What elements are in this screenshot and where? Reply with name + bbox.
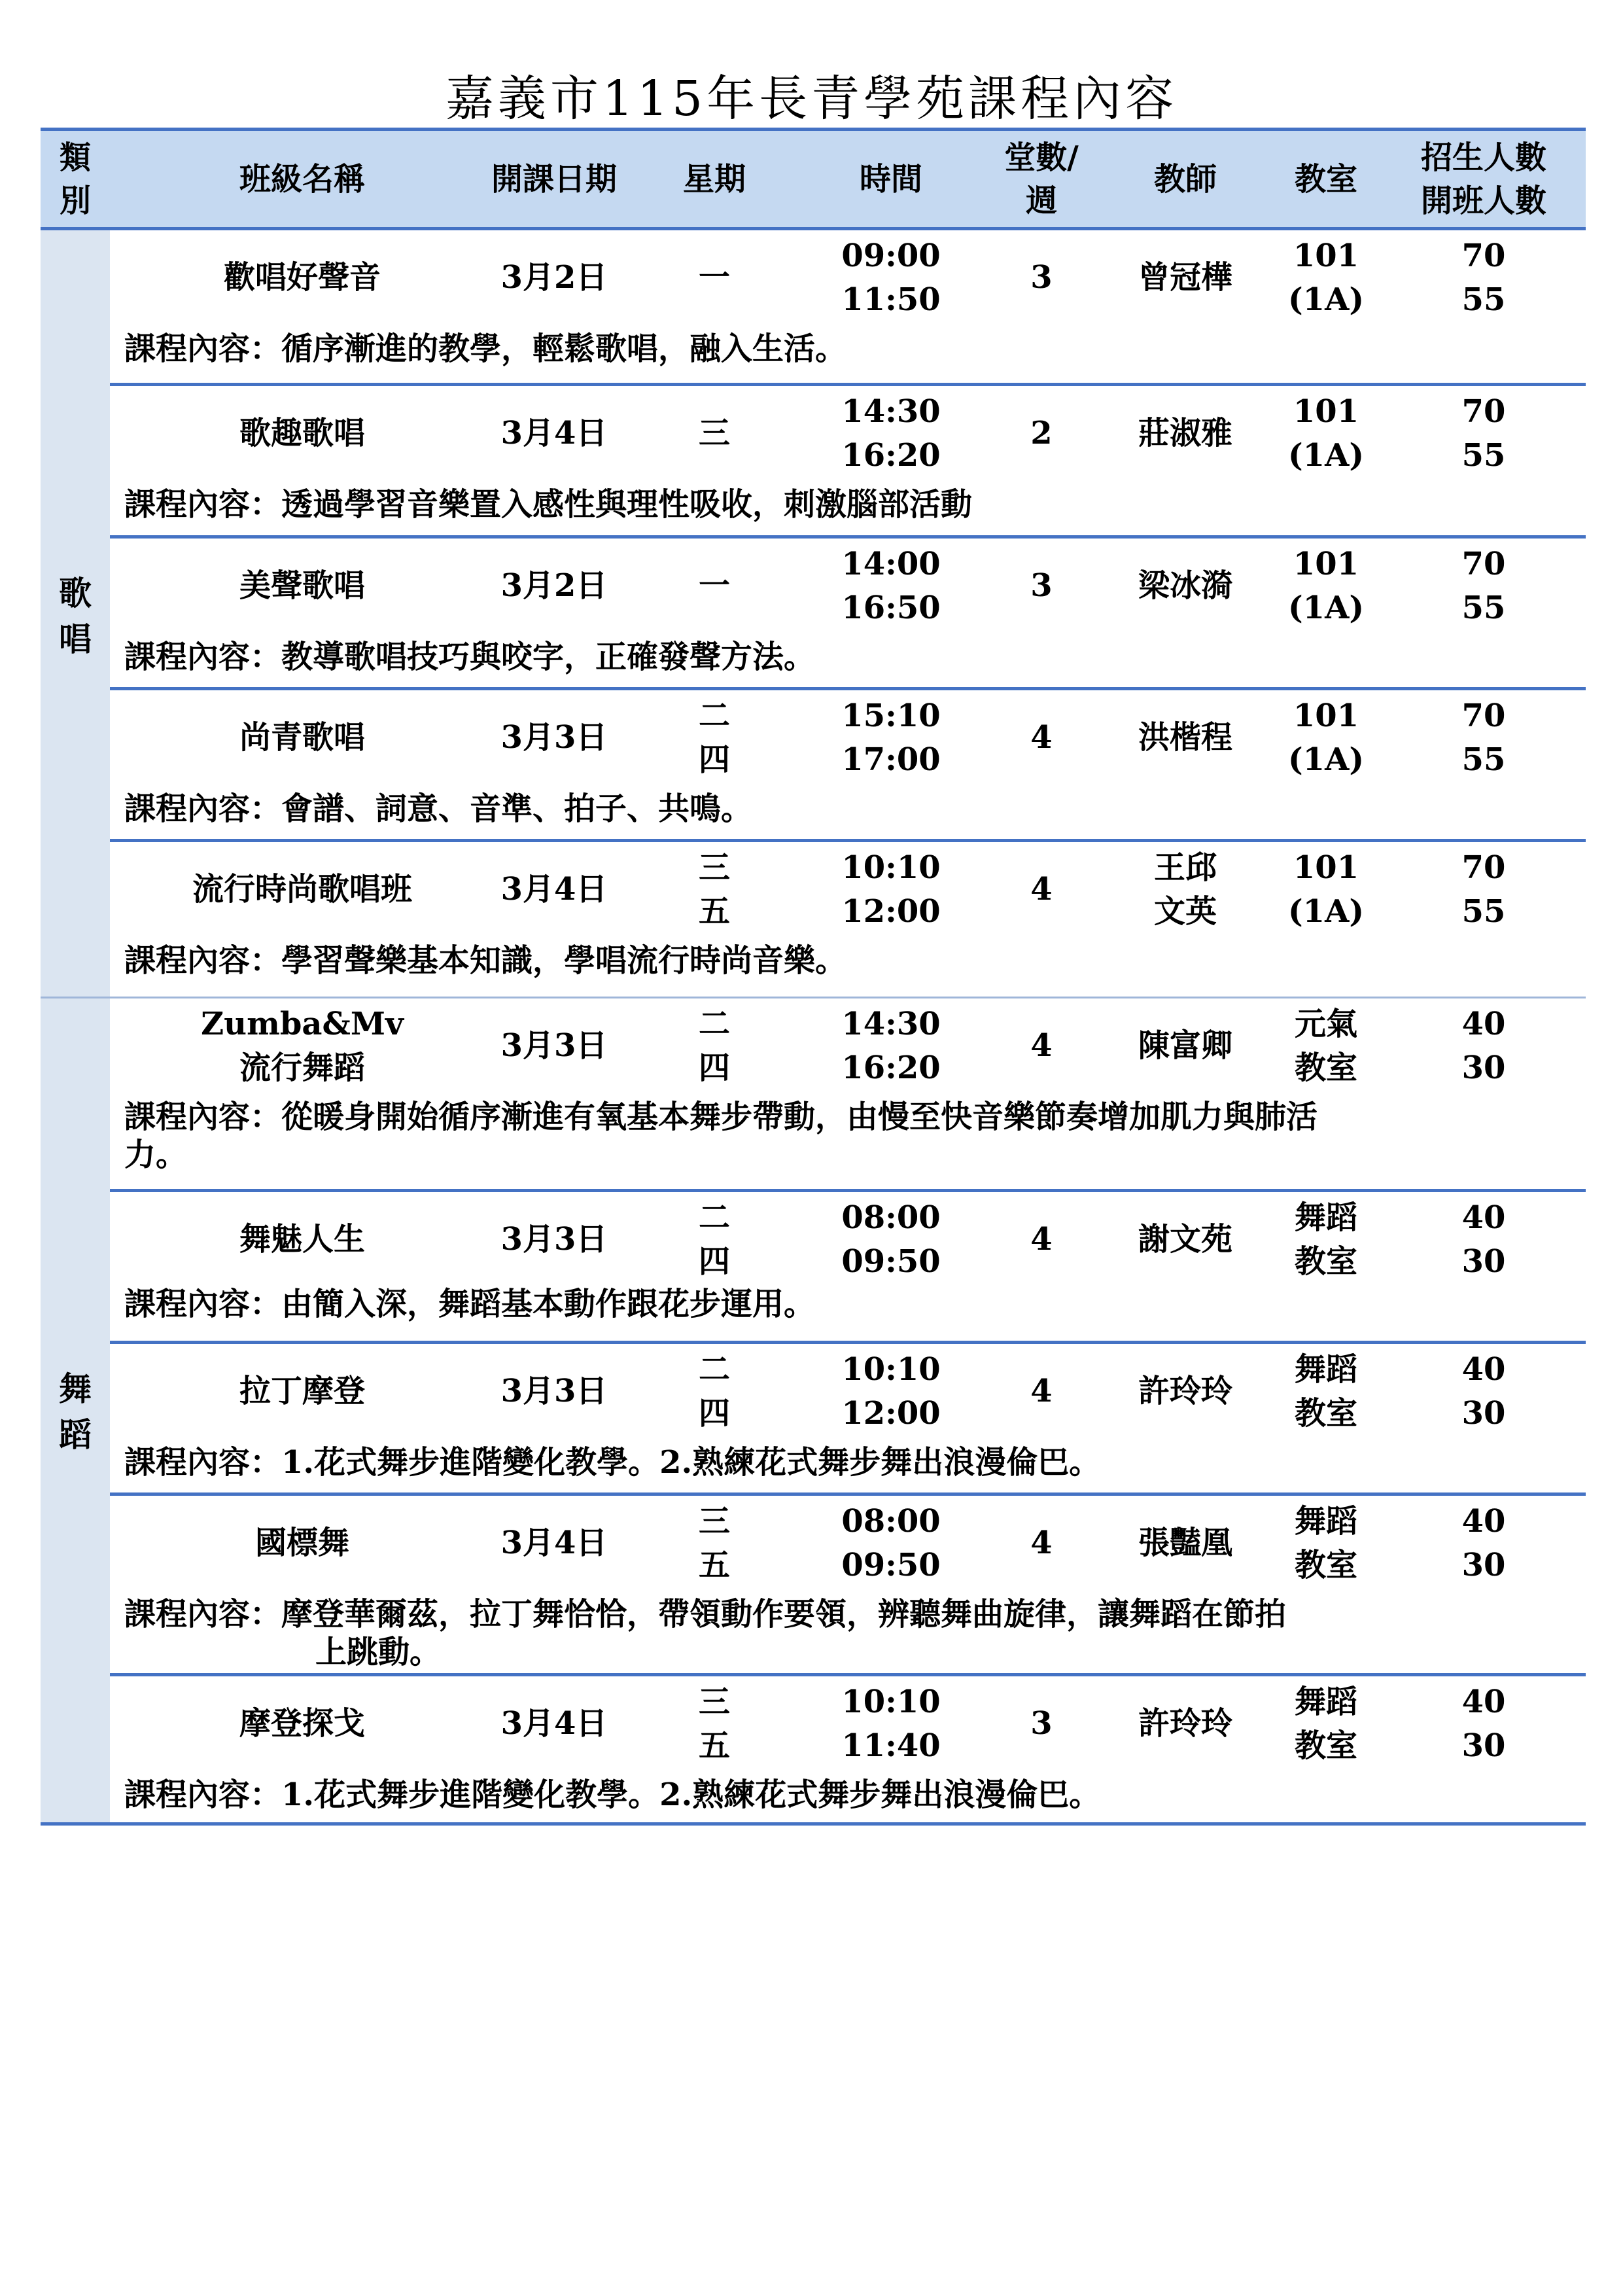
course-open-count: 30 xyxy=(1461,1050,1506,1086)
course-time-start: 10:10 xyxy=(841,1351,941,1388)
course-room-line2: (1A) xyxy=(1287,437,1365,474)
course-time-start: 10:10 xyxy=(841,1684,941,1720)
row-divider xyxy=(110,1492,1586,1496)
course-sessions: 3 xyxy=(1030,567,1053,604)
course-room-line2: 教室 xyxy=(1294,1395,1357,1432)
course-room-line2: (1A) xyxy=(1287,281,1365,318)
course-room: 舞蹈 xyxy=(1294,1351,1357,1388)
course-name: 拉丁摩登 xyxy=(239,1373,365,1409)
table-header xyxy=(41,128,1586,230)
course-name: 歌趣歌唱 xyxy=(239,415,365,451)
course-start-date: 3月4日 xyxy=(500,871,608,908)
course-weekday-2: 四 xyxy=(698,1395,730,1432)
course-open-count: 30 xyxy=(1461,1727,1506,1764)
course-enroll-count: 40 xyxy=(1461,1199,1506,1236)
row-divider xyxy=(110,687,1586,690)
category-text: 舞蹈 xyxy=(59,1369,92,1454)
course-weekday: 三 xyxy=(698,1684,730,1720)
row-divider xyxy=(110,383,1586,386)
course-teacher: 張豔凰 xyxy=(1138,1525,1232,1561)
course-weekday: 一 xyxy=(698,259,730,296)
course-time-end: 11:50 xyxy=(841,281,941,318)
course-time-start: 09:00 xyxy=(841,238,941,274)
course-room: 101 xyxy=(1293,698,1359,734)
course-sessions: 4 xyxy=(1030,1027,1053,1064)
course-name: 歡唱好聲音 xyxy=(223,259,381,296)
course-name-line2: 流行舞蹈 xyxy=(239,1050,365,1086)
course-start-date: 3月3日 xyxy=(500,1027,608,1064)
header-category xyxy=(41,131,110,227)
row-divider xyxy=(110,535,1586,539)
course-weekday-2: 五 xyxy=(698,1547,730,1583)
course-description: 課程內容：教導歌唱技巧與咬字，正確發聲方法。 xyxy=(124,639,816,675)
course-teacher: 梁冰漪 xyxy=(1138,567,1232,604)
course-start-date: 3月3日 xyxy=(500,1221,608,1258)
course-open-count: 55 xyxy=(1461,590,1506,626)
course-sessions: 4 xyxy=(1030,1525,1053,1561)
course-weekday-2: 五 xyxy=(698,1727,730,1764)
course-weekday-2: 四 xyxy=(698,1243,730,1280)
course-teacher: 許玲玲 xyxy=(1138,1373,1232,1409)
course-weekday: 三 xyxy=(698,415,730,451)
course-time-end: 09:50 xyxy=(841,1243,941,1280)
course-name: 摩登探戈 xyxy=(239,1705,365,1742)
row-divider xyxy=(110,1189,1586,1192)
row-divider xyxy=(110,1341,1586,1344)
header-category-label: 類別 xyxy=(59,139,91,219)
course-time-end: 12:00 xyxy=(841,1395,941,1432)
course-enroll-count: 70 xyxy=(1461,546,1506,582)
course-room-line2: 教室 xyxy=(1294,1727,1357,1764)
course-room-line2: (1A) xyxy=(1287,741,1365,778)
course-time-end: 12:00 xyxy=(841,893,941,930)
course-room: 舞蹈 xyxy=(1294,1503,1357,1540)
course-time-end: 17:00 xyxy=(841,741,941,778)
course-enroll-count: 70 xyxy=(1461,393,1506,430)
course-room-line2: 教室 xyxy=(1294,1547,1357,1583)
course-description: 課程內容：循序漸進的教學，輕鬆歌唱，融入生活。 xyxy=(124,330,847,367)
course-name: 流行時尚歌唱班 xyxy=(192,871,412,908)
header-open-label: 開班人數 xyxy=(1420,182,1546,219)
course-name: 尚青歌唱 xyxy=(239,719,365,756)
course-start-date: 3月4日 xyxy=(500,1705,608,1742)
course-description: 課程內容：摩登華爾茲，拉丁舞恰恰，帶領動作要領，辨聽舞曲旋律，讓舞蹈在節拍 xyxy=(124,1596,1287,1633)
header-teacher: 教師 xyxy=(1153,160,1217,198)
course-start-date: 3月3日 xyxy=(500,719,608,756)
course-enroll-count: 70 xyxy=(1461,698,1506,734)
course-room: 101 xyxy=(1293,849,1359,886)
course-time-start: 14:30 xyxy=(841,1006,941,1042)
header-capacity xyxy=(1382,131,1586,227)
header-time: 時間 xyxy=(859,160,922,198)
course-enroll-count: 70 xyxy=(1461,849,1506,886)
course-weekday: 二 xyxy=(698,698,730,734)
course-name: 舞魅人生 xyxy=(239,1221,365,1258)
course-name: 國標舞 xyxy=(254,1525,349,1561)
course-weekday-2: 四 xyxy=(698,741,730,778)
course-sessions: 3 xyxy=(1030,259,1053,296)
course-time-end: 16:20 xyxy=(841,437,941,474)
course-time-start: 10:10 xyxy=(841,849,941,886)
course-teacher: 許玲玲 xyxy=(1138,1705,1232,1742)
header-sessions-label: 堂數/週 xyxy=(1004,139,1079,219)
course-description: 課程內容：學習聲樂基本知識，學唱流行時尚音樂。 xyxy=(124,942,847,979)
category-label-singing xyxy=(41,571,110,662)
course-time-start: 14:00 xyxy=(841,546,941,582)
course-start-date: 3月4日 xyxy=(500,415,608,451)
course-description-continued: 上跳動。 xyxy=(315,1634,442,1670)
course-open-count: 55 xyxy=(1461,437,1506,474)
course-room: 舞蹈 xyxy=(1294,1199,1357,1236)
course-room: 101 xyxy=(1293,393,1359,430)
course-time-end: 16:20 xyxy=(841,1050,941,1086)
course-start-date: 3月3日 xyxy=(500,1373,608,1409)
course-sessions: 4 xyxy=(1030,1221,1053,1258)
course-teacher: 謝文苑 xyxy=(1138,1221,1232,1258)
course-room: 101 xyxy=(1293,546,1359,582)
course-description: 課程內容：由簡入深，舞蹈基本動作跟花步運用。 xyxy=(124,1286,816,1322)
course-name: 美聲歌唱 xyxy=(239,567,365,604)
course-weekday: 二 xyxy=(698,1006,730,1042)
course-description-continued: 力。 xyxy=(124,1137,188,1173)
course-description: 課程內容：透過學習音樂置入感性與理性吸收，刺激腦部活動 xyxy=(124,486,973,523)
course-weekday: 二 xyxy=(698,1199,730,1236)
course-teacher: 王邱 xyxy=(1153,849,1217,886)
course-room-line2: (1A) xyxy=(1287,893,1365,930)
course-open-count: 30 xyxy=(1461,1395,1506,1432)
course-enroll-count: 40 xyxy=(1461,1006,1506,1042)
course-weekday-2: 五 xyxy=(698,893,730,930)
course-enroll-count: 40 xyxy=(1461,1503,1506,1540)
course-teacher: 陳富卿 xyxy=(1138,1027,1232,1064)
course-name: Zumba&Mv xyxy=(201,1006,404,1042)
course-room-line2: 教室 xyxy=(1294,1243,1357,1280)
course-start-date: 3月4日 xyxy=(500,1525,608,1561)
course-enroll-count: 40 xyxy=(1461,1351,1506,1388)
course-room-line2: (1A) xyxy=(1287,590,1365,626)
course-sessions: 4 xyxy=(1030,871,1053,908)
course-weekday: 三 xyxy=(698,849,730,886)
course-teacher: 曾冠樺 xyxy=(1138,259,1232,296)
course-sessions: 4 xyxy=(1030,1373,1053,1409)
course-time-end: 16:50 xyxy=(841,590,941,626)
course-weekday: 二 xyxy=(698,1351,730,1388)
course-time-end: 09:50 xyxy=(841,1547,941,1583)
row-divider xyxy=(110,1673,1586,1676)
course-weekday-2: 四 xyxy=(698,1050,730,1086)
course-sessions: 3 xyxy=(1030,1705,1053,1742)
course-sessions: 4 xyxy=(1030,719,1053,756)
course-open-count: 30 xyxy=(1461,1547,1506,1583)
course-description: 課程內容：1.花式舞步進階變化教學。2.熟練花式舞步舞出浪漫倫巴。 xyxy=(124,1776,1101,1813)
course-enroll-count: 40 xyxy=(1461,1684,1506,1720)
header-enroll-label: 招生人數 xyxy=(1420,139,1546,176)
row-divider xyxy=(110,839,1586,842)
course-room: 元氣 xyxy=(1294,1006,1357,1042)
header-weekday: 星期 xyxy=(682,160,746,198)
section-divider xyxy=(41,997,1586,998)
course-teacher: 洪楷程 xyxy=(1138,719,1232,756)
page-title: 嘉義市115年長青學苑課程內容 xyxy=(445,71,1178,127)
course-teacher-line2: 文英 xyxy=(1153,893,1217,930)
course-weekday: 一 xyxy=(698,567,730,604)
course-description: 課程內容：會譜、詞意、音準、拍子、共鳴。 xyxy=(124,790,753,827)
course-open-count: 55 xyxy=(1461,893,1506,930)
course-open-count: 30 xyxy=(1461,1243,1506,1280)
course-time-start: 08:00 xyxy=(841,1199,941,1236)
course-room: 101 xyxy=(1293,238,1359,274)
header-name: 班級名稱 xyxy=(239,160,365,198)
table-bottom-border xyxy=(41,1822,1586,1826)
header-date: 開課日期 xyxy=(491,160,617,198)
course-time-start: 08:00 xyxy=(841,1503,941,1540)
course-start-date: 3月2日 xyxy=(500,259,608,296)
course-start-date: 3月2日 xyxy=(500,567,608,604)
header-sessions xyxy=(983,131,1100,227)
course-enroll-count: 70 xyxy=(1461,238,1506,274)
category-text: 歌唱 xyxy=(59,574,92,658)
course-description: 課程內容：從暖身開始循序漸進有氧基本舞步帶動，由慢至快音樂節奏增加肌力與肺活 xyxy=(124,1099,1318,1135)
course-time-start: 14:30 xyxy=(841,393,941,430)
category-label-dance xyxy=(41,1366,110,1458)
course-open-count: 55 xyxy=(1461,741,1506,778)
course-room-line2: 教室 xyxy=(1294,1050,1357,1086)
course-weekday: 三 xyxy=(698,1503,730,1540)
course-time-end: 11:40 xyxy=(841,1727,941,1764)
course-time-start: 15:10 xyxy=(841,698,941,734)
course-sessions: 2 xyxy=(1030,415,1053,451)
header-room: 教室 xyxy=(1294,160,1357,198)
course-open-count: 55 xyxy=(1461,281,1506,318)
course-teacher: 莊淑雅 xyxy=(1138,415,1232,451)
course-description: 課程內容：1.花式舞步進階變化教學。2.熟練花式舞步舞出浪漫倫巴。 xyxy=(124,1444,1101,1481)
course-room: 舞蹈 xyxy=(1294,1684,1357,1720)
